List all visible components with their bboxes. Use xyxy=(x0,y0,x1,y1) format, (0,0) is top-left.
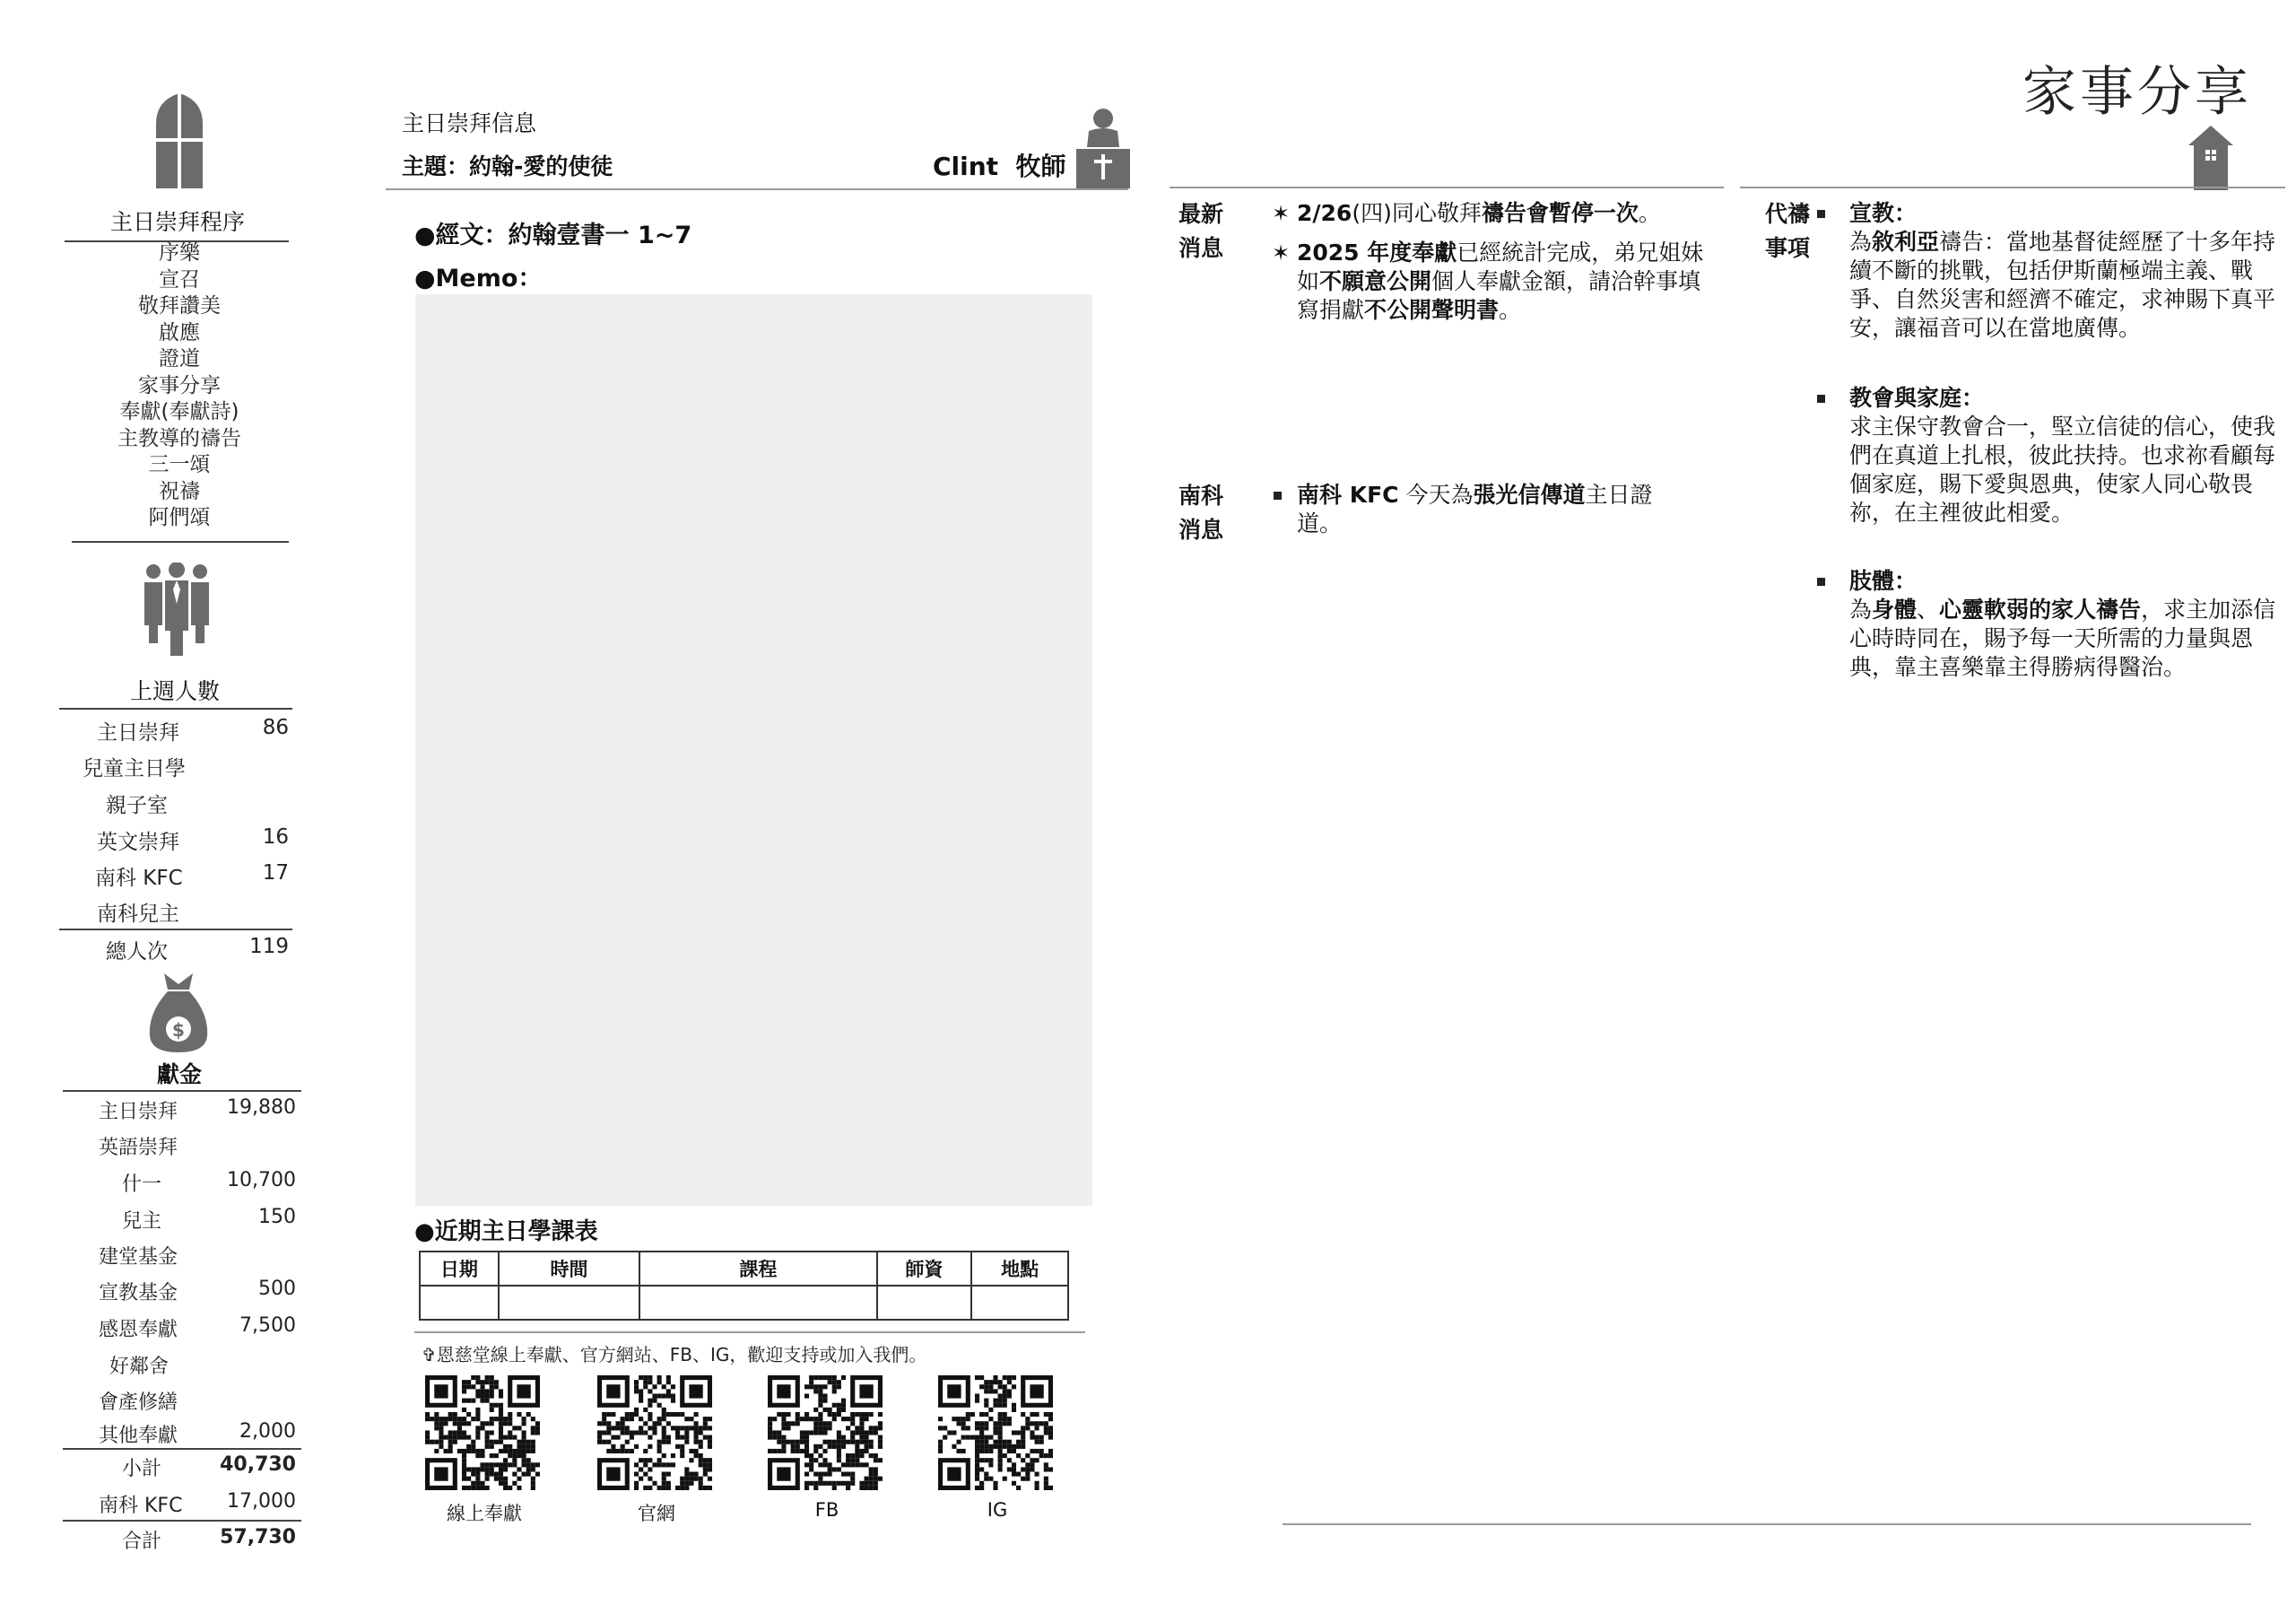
qr-caption: IG xyxy=(987,1499,1008,1521)
body-text: (四)同心敬拜 xyxy=(1352,200,1482,226)
attendance-label: 南科兒主 xyxy=(97,903,179,926)
attendance-value: 17 xyxy=(262,861,289,885)
emphasis-text: 身體 xyxy=(1872,597,1918,623)
qr-code-website[interactable] xyxy=(597,1375,712,1490)
attendance-label: 兒童主日學 xyxy=(83,757,186,781)
square-bullet xyxy=(1817,578,1825,586)
qr-top-rule xyxy=(414,1331,1085,1333)
attendance-label: 主日崇拜 xyxy=(97,721,179,745)
emphasis-text: 不公開聲明書 xyxy=(1364,297,1500,323)
prayer-label-line: 事項 xyxy=(1765,235,1811,261)
schedule-header: 師資 xyxy=(877,1252,972,1286)
offering-row xyxy=(63,1314,303,1350)
star-bullet: ✶ xyxy=(1272,240,1291,266)
qr-note xyxy=(422,1340,926,1366)
offering-row xyxy=(63,1242,303,1278)
qr-caption: FB xyxy=(814,1499,839,1521)
attendance-value: 86 xyxy=(262,716,289,739)
order-end-rule xyxy=(72,541,289,543)
order-item: 奉獻(奉獻詩) xyxy=(119,400,239,423)
order-item: 三一頌 xyxy=(148,453,211,476)
footer-rule xyxy=(1283,1523,2251,1525)
schedule-header: 時間 xyxy=(499,1252,640,1286)
attendance-title-rule xyxy=(59,708,292,710)
prayer-label-line: 代禱 xyxy=(1765,201,1811,227)
order-item: 主教導的禱告 xyxy=(117,426,241,450)
offering-row xyxy=(63,1206,303,1242)
qr-caption: 官網 xyxy=(638,1503,675,1524)
schedule-header: 日期 xyxy=(420,1252,499,1286)
offering-title: 獻金 xyxy=(156,1061,202,1087)
kfc-news-label-line: 消息 xyxy=(1178,517,1224,543)
sermon-theme: 主題：約翰-愛的使徒 xyxy=(402,153,613,179)
offering-value: 150 xyxy=(258,1206,296,1228)
news-text xyxy=(1297,481,1684,538)
body-text: 求主保守教會合一，堅立信徒的信心，使我們在真道上扎根，彼此扶持。也求祢看顧每個家庭，賜下愛與恩典，使家人同心敬畏祢，在主裡彼此相愛。 xyxy=(1849,414,2276,526)
offering-row xyxy=(63,1278,303,1313)
total-rule xyxy=(63,1520,301,1522)
table-cell xyxy=(499,1286,640,1320)
pulpit-icon xyxy=(1076,108,1130,188)
speaker: Clint 牧師 xyxy=(933,152,1066,181)
table-cell xyxy=(420,1286,499,1320)
attendance-row xyxy=(59,789,298,824)
star-bullet: ✶ xyxy=(1272,201,1291,226)
offering-label: 感恩奉獻 xyxy=(99,1319,178,1341)
subtotal-value: 40,730 xyxy=(220,1453,296,1476)
prayer-item xyxy=(1849,199,2280,343)
schedule-header: 課程 xyxy=(639,1252,876,1286)
qr-code-ig[interactable] xyxy=(938,1375,1053,1490)
emphasis-text: 張光信傳道 xyxy=(1473,482,1586,508)
attendance-label: 親子室 xyxy=(106,794,168,817)
attendance-label: 英文崇拜 xyxy=(97,831,179,854)
qr-note-text: 恩慈堂線上奉獻、官方網站、FB、IG，歡迎支持或加入我們。 xyxy=(436,1344,927,1365)
body-text: 禱告：當地基督徒經歷了十多年持續不斷的挑戰，包括伊斯蘭極端主義、戰爭、自然災害和經濟不確定，求神賜下真平安，讓福音可以在當地廣傳。 xyxy=(1849,229,2276,341)
emphasis-text: 不願意公開 xyxy=(1319,268,1432,294)
offering-label: 好鄰舍 xyxy=(109,1356,170,1378)
body-text: 為 xyxy=(1849,229,1873,255)
body-text: 主日證道。 xyxy=(1297,482,1653,536)
offering-value: 7,500 xyxy=(239,1314,296,1337)
order-item: 敬拜讚美 xyxy=(138,294,221,318)
prayer-item xyxy=(1849,384,2280,528)
attendance-label: 南科 KFC xyxy=(95,867,183,890)
subtotal-rule xyxy=(63,1448,301,1450)
total-value: 57,730 xyxy=(220,1526,296,1548)
dollar-sign: $ xyxy=(172,1019,185,1041)
qr-caption: 線上奉獻 xyxy=(447,1503,522,1524)
prayer-heading: 肢體： xyxy=(1849,568,1918,594)
prayer-heading: 宣教： xyxy=(1849,200,1918,226)
church-window-icon xyxy=(156,93,203,188)
order-item: 祝禱 xyxy=(159,479,200,503)
offering-value: 2,000 xyxy=(239,1420,296,1443)
body-text: 為 xyxy=(1849,597,1873,623)
emphasis-text: 2/26 xyxy=(1297,200,1352,226)
latest-news-list xyxy=(1272,199,1720,336)
emphasis-text: 南科 KFC xyxy=(1297,482,1399,508)
schedule-header: 地點 xyxy=(971,1252,1068,1286)
prayer-text xyxy=(1849,228,2280,343)
offering-row xyxy=(63,1420,303,1456)
table-row xyxy=(420,1286,1068,1320)
order-list xyxy=(63,240,296,532)
memo-box[interactable] xyxy=(415,294,1092,1206)
attendance-value: 16 xyxy=(262,825,289,849)
emphasis-text: 心靈軟弱的家人禱告 xyxy=(1939,597,2142,623)
order-item: 序樂 xyxy=(159,241,200,265)
attendance-total-label: 總人次 xyxy=(106,940,168,964)
qr-code-fb[interactable] xyxy=(768,1375,883,1490)
latest-news-label-line: 最新 xyxy=(1178,201,1224,227)
square-bullet xyxy=(1817,395,1825,403)
attendance-row xyxy=(59,897,298,933)
kfc-news-label xyxy=(1178,479,1223,547)
square-bullet xyxy=(1817,210,1825,218)
people-icon xyxy=(142,563,212,656)
offering-value: 10,700 xyxy=(227,1169,296,1191)
offering-label: 兒主 xyxy=(122,1210,162,1233)
prayer-heading: 教會與家庭： xyxy=(1849,385,1985,411)
schedule-table xyxy=(419,1251,1069,1321)
square-bullet xyxy=(1274,492,1282,500)
section-label: 主日崇拜信息 xyxy=(402,110,537,136)
latest-news-label-line: 消息 xyxy=(1178,235,1224,261)
prayer-text xyxy=(1849,596,2280,682)
body-text: 。 xyxy=(1499,297,1522,323)
offering-label: 建堂基金 xyxy=(99,1246,178,1269)
attendance-total-row xyxy=(59,935,298,971)
emphasis-text: 敘利亞 xyxy=(1872,229,1940,255)
body-text: 。 xyxy=(1638,200,1661,226)
order-item: 阿們頌 xyxy=(148,506,211,529)
kfc-news-label-line: 南科 xyxy=(1178,483,1224,509)
attendance-title: 上週人數 xyxy=(129,678,220,704)
table-cell xyxy=(877,1286,972,1320)
table-cell xyxy=(639,1286,876,1320)
prayer-item xyxy=(1849,567,2280,682)
body-text: ，求主加添信心時時同在，賜予每一天所需的力量與恩典，靠主喜樂靠主得勝病得醫治。 xyxy=(1849,597,2276,680)
kfc-offering-label: 南科 KFC xyxy=(99,1495,183,1517)
news-item xyxy=(1272,239,1720,325)
latest-news-label xyxy=(1178,197,1223,266)
news-item xyxy=(1272,481,1684,538)
prayer-text xyxy=(1849,413,2280,528)
order-item: 啟應 xyxy=(159,320,200,345)
offering-row xyxy=(63,1351,303,1387)
news-text xyxy=(1297,199,1720,228)
offering-row xyxy=(63,1169,303,1205)
schedule-title: ●近期主日學課表 xyxy=(414,1218,598,1245)
kfc-news-list xyxy=(1272,481,1684,538)
offering-label: 英語崇拜 xyxy=(99,1137,178,1159)
offering-label: 什一 xyxy=(122,1173,162,1196)
offering-label: 其他奉獻 xyxy=(99,1425,178,1447)
qr-code-offering[interactable] xyxy=(425,1375,540,1490)
offering-row xyxy=(63,1132,303,1168)
attendance-row xyxy=(59,825,298,861)
total-label: 合計 xyxy=(122,1531,162,1553)
header-rule xyxy=(386,188,1128,190)
attendance-total-rule xyxy=(59,929,292,930)
total-row xyxy=(63,1526,303,1562)
subtotal-label: 小計 xyxy=(122,1458,162,1480)
offering-value: 19,880 xyxy=(227,1096,296,1119)
order-item: 家事分享 xyxy=(138,373,221,397)
prayer-label xyxy=(1765,197,1810,266)
offering-label: 會產修繕 xyxy=(99,1391,178,1414)
house-icon xyxy=(2188,126,2233,190)
news-text xyxy=(1297,239,1720,325)
body-text: 、 xyxy=(1917,597,1940,623)
news-item xyxy=(1272,199,1720,228)
body-text: 個人奉獻金額，請洽幹事填寫捐獻 xyxy=(1297,268,1701,323)
page-title: 家事分享 xyxy=(2022,61,2252,124)
offering-row xyxy=(63,1096,303,1132)
body-text: 已經統計完成，弟兄姐妹如 xyxy=(1297,240,1704,294)
money-bag-icon xyxy=(148,973,209,1052)
news-top-rule xyxy=(1170,187,1724,188)
kfc-offering-value: 17,000 xyxy=(227,1490,296,1513)
order-item: 證道 xyxy=(159,347,200,371)
offering-label: 主日崇拜 xyxy=(99,1101,178,1123)
attendance-row xyxy=(59,752,298,788)
offering-label: 宣教基金 xyxy=(99,1282,178,1304)
order-item: 宣召 xyxy=(159,267,200,292)
subtotal-row xyxy=(63,1453,303,1489)
memo-label: ●Memo： xyxy=(414,265,543,292)
cross-icon: ✞ xyxy=(422,1344,437,1365)
attendance-total-value: 119 xyxy=(249,935,289,958)
prayer-top-rule xyxy=(1740,187,2285,188)
attendance-row xyxy=(59,861,298,897)
offering-row xyxy=(63,1387,303,1423)
emphasis-text: 禱告會暫停一次 xyxy=(1481,200,1639,226)
table-cell xyxy=(971,1286,1068,1320)
body-text: 今天為 xyxy=(1398,482,1474,508)
emphasis-text: 2025 年度奉獻 xyxy=(1297,240,1457,266)
attendance-row xyxy=(59,716,298,752)
scripture: ●經文：約翰壹書一 1~7 xyxy=(414,222,692,249)
order-title: 主日崇拜程序 xyxy=(109,209,245,235)
offering-value: 500 xyxy=(258,1278,296,1300)
offering-title-rule xyxy=(63,1090,301,1092)
